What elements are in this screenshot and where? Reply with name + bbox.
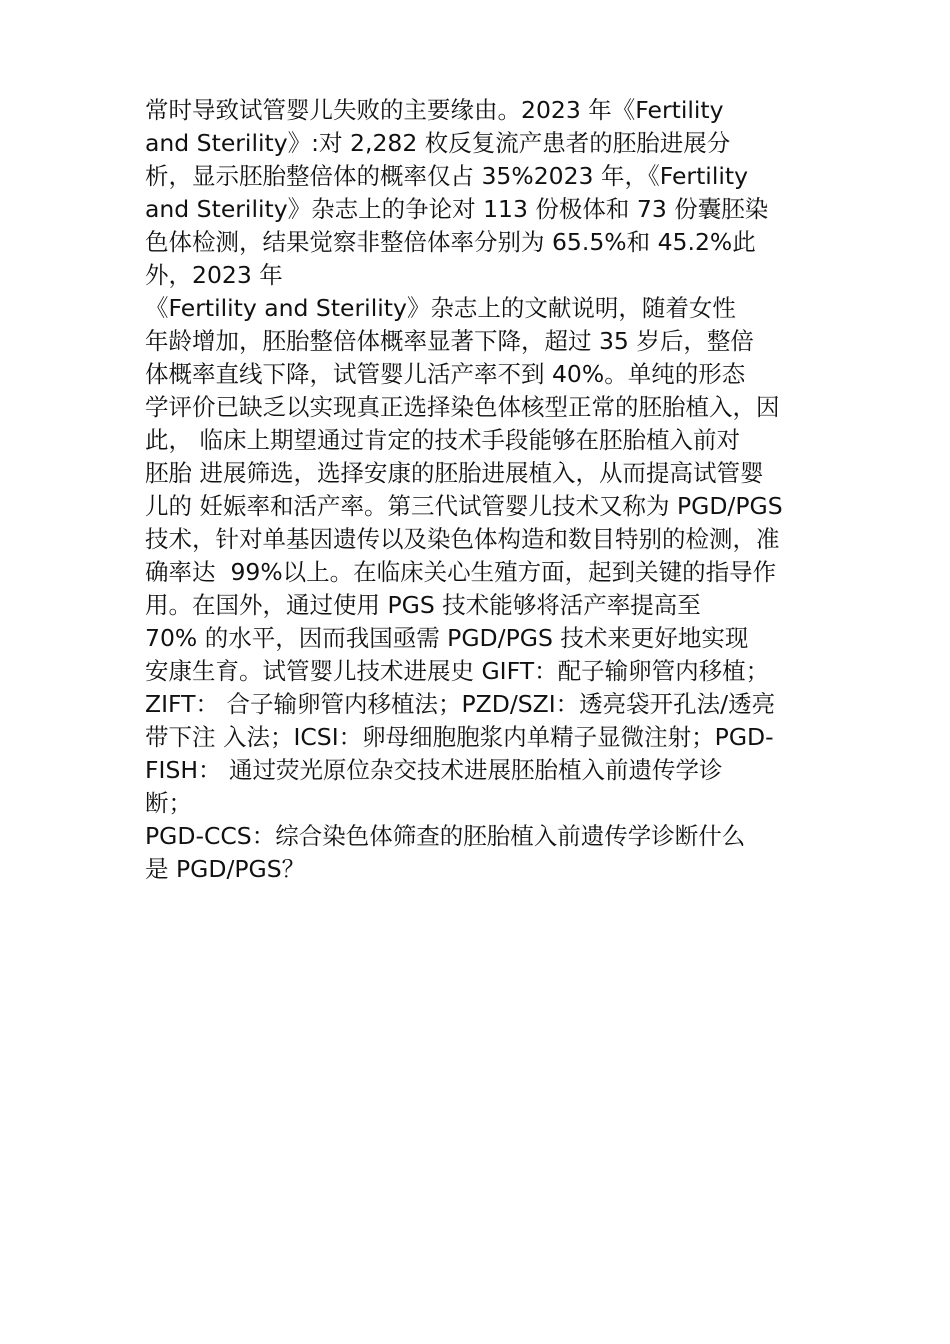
text-line: 技术，针对单基因遗传以及染色体构造和数目特别的检测，准 [145, 525, 780, 553]
text-line: 断； [145, 789, 192, 817]
text-line: 学评价已缺乏以实现真正选择染色体核型正常的胚胎植入，因 [145, 393, 780, 421]
text-line: 《Fertility and Sterility》杂志上的文献说明，随着女性 [145, 294, 736, 322]
text-line: 年龄增加，胚胎整倍体概率显著下降，超过 35 岁后，整倍 [145, 327, 754, 355]
text-line: 外，2023 年 [145, 261, 283, 289]
text-line: 体概率直线下降，试管婴儿活产率不到 40%。单纯的形态 [145, 360, 746, 388]
document-body [145, 94, 835, 886]
text-line: and Sterility》:对 2,282 枚反复流产患者的胚胎进展分 [145, 129, 731, 157]
text-line: FISH： 通过荧光原位杂交技术进展胚胎植入前遗传学诊 [145, 756, 723, 784]
text-line: and Sterility》杂志上的争论对 113 份极体和 73 份囊胚染 [145, 195, 769, 223]
text-line: 此， 临床上期望通过肯定的技术手段能够在胚胎植入前对 [145, 426, 740, 454]
text-line: 胚胎 进展筛选，选择安康的胚胎进展植入，从而提高试管婴 [145, 459, 764, 487]
text-line: 色体检测，结果觉察非整倍体率分别为 65.5%和 45.2%此 [145, 228, 756, 256]
text-line: ZIFT： 合子输卵管内移植法；PZD/SZI：透亮袋开孔法/透亮 [145, 690, 776, 718]
text-line: 析，显示胚胎整倍体的概率仅占 35%2023 年，《Fertility [145, 162, 749, 190]
text-line: 安康生育。试管婴儿技术进展史 GIFT：配子输卵管内移植； [145, 657, 770, 685]
text-line: 带下注 入法；ICSI：卵母细胞胞浆内单精子显微注射；PGD- [145, 723, 774, 751]
text-line: 确率达 99%以上。在临床关心生殖方面，起到关键的指导作 [145, 558, 777, 586]
text-line: 儿的 妊娠率和活产率。第三代试管婴儿技术又称为 PGD/PGS [145, 492, 783, 520]
text-line: 是 PGD/PGS？ [145, 855, 306, 883]
text-line: PGD-CCS：综合染色体筛查的胚胎植入前遗传学诊断什么 [145, 822, 746, 850]
text-line: 用。在国外，通过使用 PGS 技术能够将活产率提高至 [145, 591, 701, 619]
text-line: 常时导致试管婴儿失败的主要缘由。2023 年《Fertility [145, 96, 724, 124]
text-line: 70% 的水平，因而我国亟需 PGD/PGS 技术来更好地实现 [145, 624, 749, 652]
